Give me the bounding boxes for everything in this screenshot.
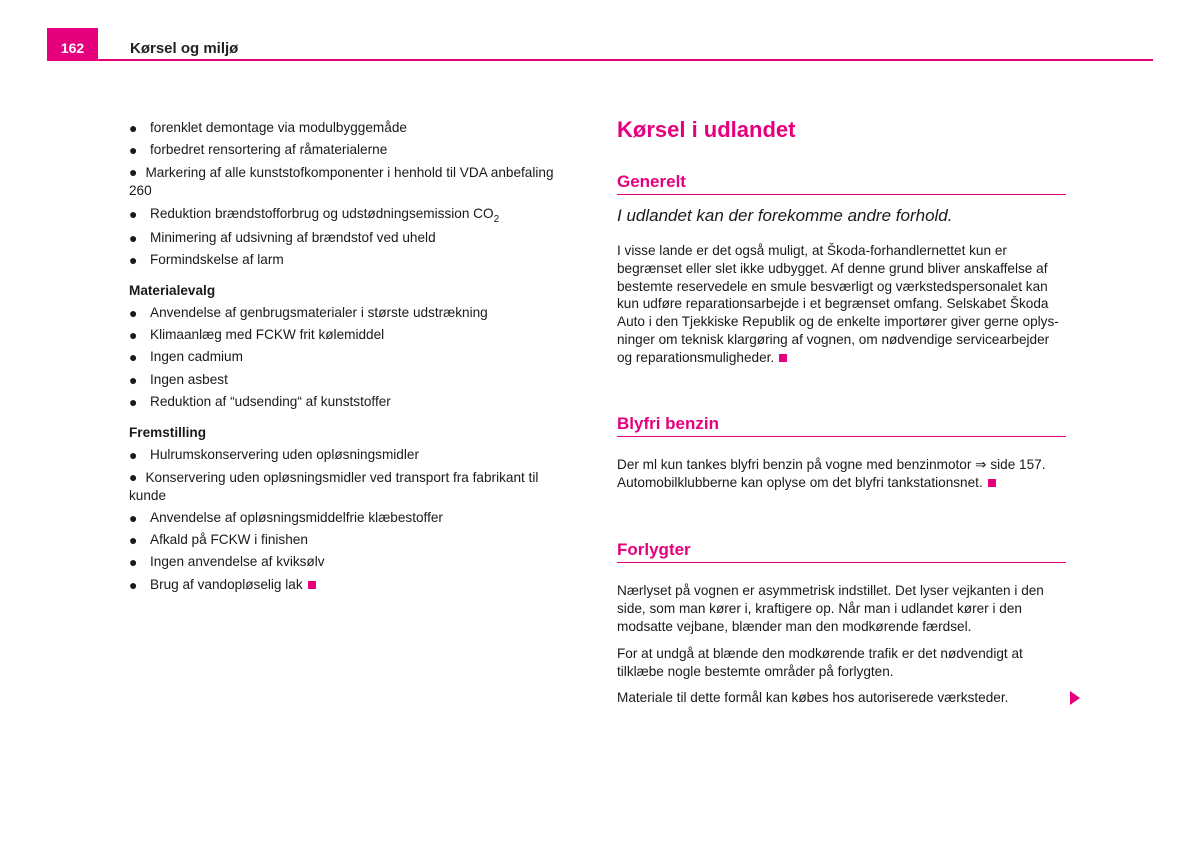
- list-item: ● forenklet demontage via modulbyggemåde: [129, 120, 407, 136]
- generelt-heading: Generelt: [617, 172, 1066, 195]
- bullet-dot-icon: ●: [129, 251, 138, 268]
- end-square-icon: [988, 479, 996, 487]
- bullet-dot-icon: ●: [129, 120, 138, 136]
- blyfri-heading: Blyfri benzin: [617, 414, 1066, 437]
- list-item: ● Hulrumskonservering uden opløsningsmidler: [129, 446, 419, 463]
- page-header: [47, 28, 1153, 62]
- end-square-icon: [308, 581, 316, 589]
- list-item: ● Markering af alle kunststofkomponenter i henhold til VDA anbefaling 260: [129, 164, 554, 199]
- chapter-title: Kørsel og miljø: [130, 40, 239, 57]
- co2-subscript: 2: [493, 213, 500, 225]
- main-title: Kørsel i udlandet: [617, 117, 796, 142]
- bullet-dot-icon: ●: [129, 532, 138, 549]
- list-item: ● Reduktion af “udsending“ af kunststoffer: [129, 393, 391, 410]
- list-item: ● Ingen anvendelse af kviksølv: [129, 554, 325, 571]
- forlygter-heading: Forlygter: [617, 540, 1066, 563]
- list-item: ● forbedret rensortering af råmaterialerne: [129, 142, 388, 159]
- list-item: ● Ingen asbest: [129, 371, 228, 388]
- bullet-dot-icon: ●: [129, 205, 138, 222]
- forlygter-paragraph-1: Nærlyset på vognen er asymmetrisk indstillet. Det lyser vejkanten i den side, som man kører i, kraftigere op. Når man i udlandet kører i den modsatte vejbane, blænder man den modkørende færdsel.: [617, 583, 1044, 634]
- bullet-dot-icon: ●: [129, 304, 138, 321]
- bullet-dot-icon: ●: [129, 371, 138, 388]
- bullet-dot-icon: ●: [129, 142, 138, 159]
- left-column: [129, 119, 579, 598]
- list-item: ● Klimaanlæg med FCKW frit kølemiddel: [129, 327, 385, 344]
- bullet-dot-icon: ●: [129, 468, 138, 485]
- list-item: ● Anvendelse af opløsningsmiddelfrie klæbestoffer: [129, 510, 443, 527]
- bullet-dot-icon: ●: [129, 349, 138, 366]
- list-item: ● Ingen cadmium: [129, 349, 243, 366]
- bullet-dot-icon: ●: [129, 554, 138, 571]
- bullet-dot-icon: ●: [129, 229, 138, 246]
- generelt-paragraph: I visse lande er det også muligt, at Škoda-forhandlernettet kun er begrænset eller slet ikke udbygget. Af denne grund bliver anskaffelse af bestemte reservedele en smule besværligt og værkstedspersonalet kan kun udføre reparationsarbejde i et begrænset omfang. Selskabet Škoda Auto i den Tjekkiske Republik og de enkelte importører giver gerne oplys- ninger om teknisk klargøring af vognen, om nødvendige servicearbejder og reparationsmuligheder.: [617, 243, 1059, 365]
- bullet-dot-icon: ●: [129, 327, 138, 344]
- list-item: ● Afkald på FCKW i finishen: [129, 532, 308, 549]
- forlygter-paragraph-2: For at undgå at blænde den modkørende trafik er det nødvendigt at tilklæbe nogle bestemte områder på forlygten.: [617, 646, 1023, 679]
- bullet-dot-icon: ●: [129, 510, 138, 527]
- list-item: ● Brug af vandopløselig lak: [129, 576, 579, 594]
- generelt-lead: I udlandet kan der forekomme andre forhold.: [617, 206, 953, 225]
- page-number: 162: [47, 28, 98, 61]
- list-item: ● Reduktion brændstofforbrug og udstødningsemission $CO_2$: [129, 205, 500, 225]
- list-item: ● Formindskelse af larm: [129, 251, 284, 268]
- forlygter-paragraph-3: Materiale til dette formål kan købes hos autoriserede værksteder.: [617, 690, 1009, 705]
- bullet-dot-icon: ●: [129, 164, 138, 181]
- header-rule: [47, 59, 1153, 61]
- end-square-icon: [779, 354, 787, 362]
- continue-arrow-icon: [1070, 691, 1080, 705]
- bullet-dot-icon: ●: [129, 393, 138, 410]
- list-item: ● Anvendelse af genbrugsmaterialer i største udstrækning: [129, 304, 488, 321]
- materialevalg-heading: Materialevalg: [129, 282, 216, 298]
- bullet-dot-icon: ●: [129, 446, 138, 463]
- bullet-dot-icon: ●: [129, 576, 138, 593]
- blyfri-paragraph: Der ml kun tankes blyfri benzin på vogne med benzinmotor ⇒ side 157. Automobilklubberne kan oplyse om det blyfri tankstationsnet.: [617, 457, 1046, 490]
- list-item: ● Minimering af udsivning af brændstof ved uheld: [129, 229, 436, 246]
- list-item: ● Konservering uden opløsningsmidler ved transport fra fabrikant til kunde: [129, 468, 539, 503]
- fremstilling-heading: Fremstilling: [129, 424, 207, 440]
